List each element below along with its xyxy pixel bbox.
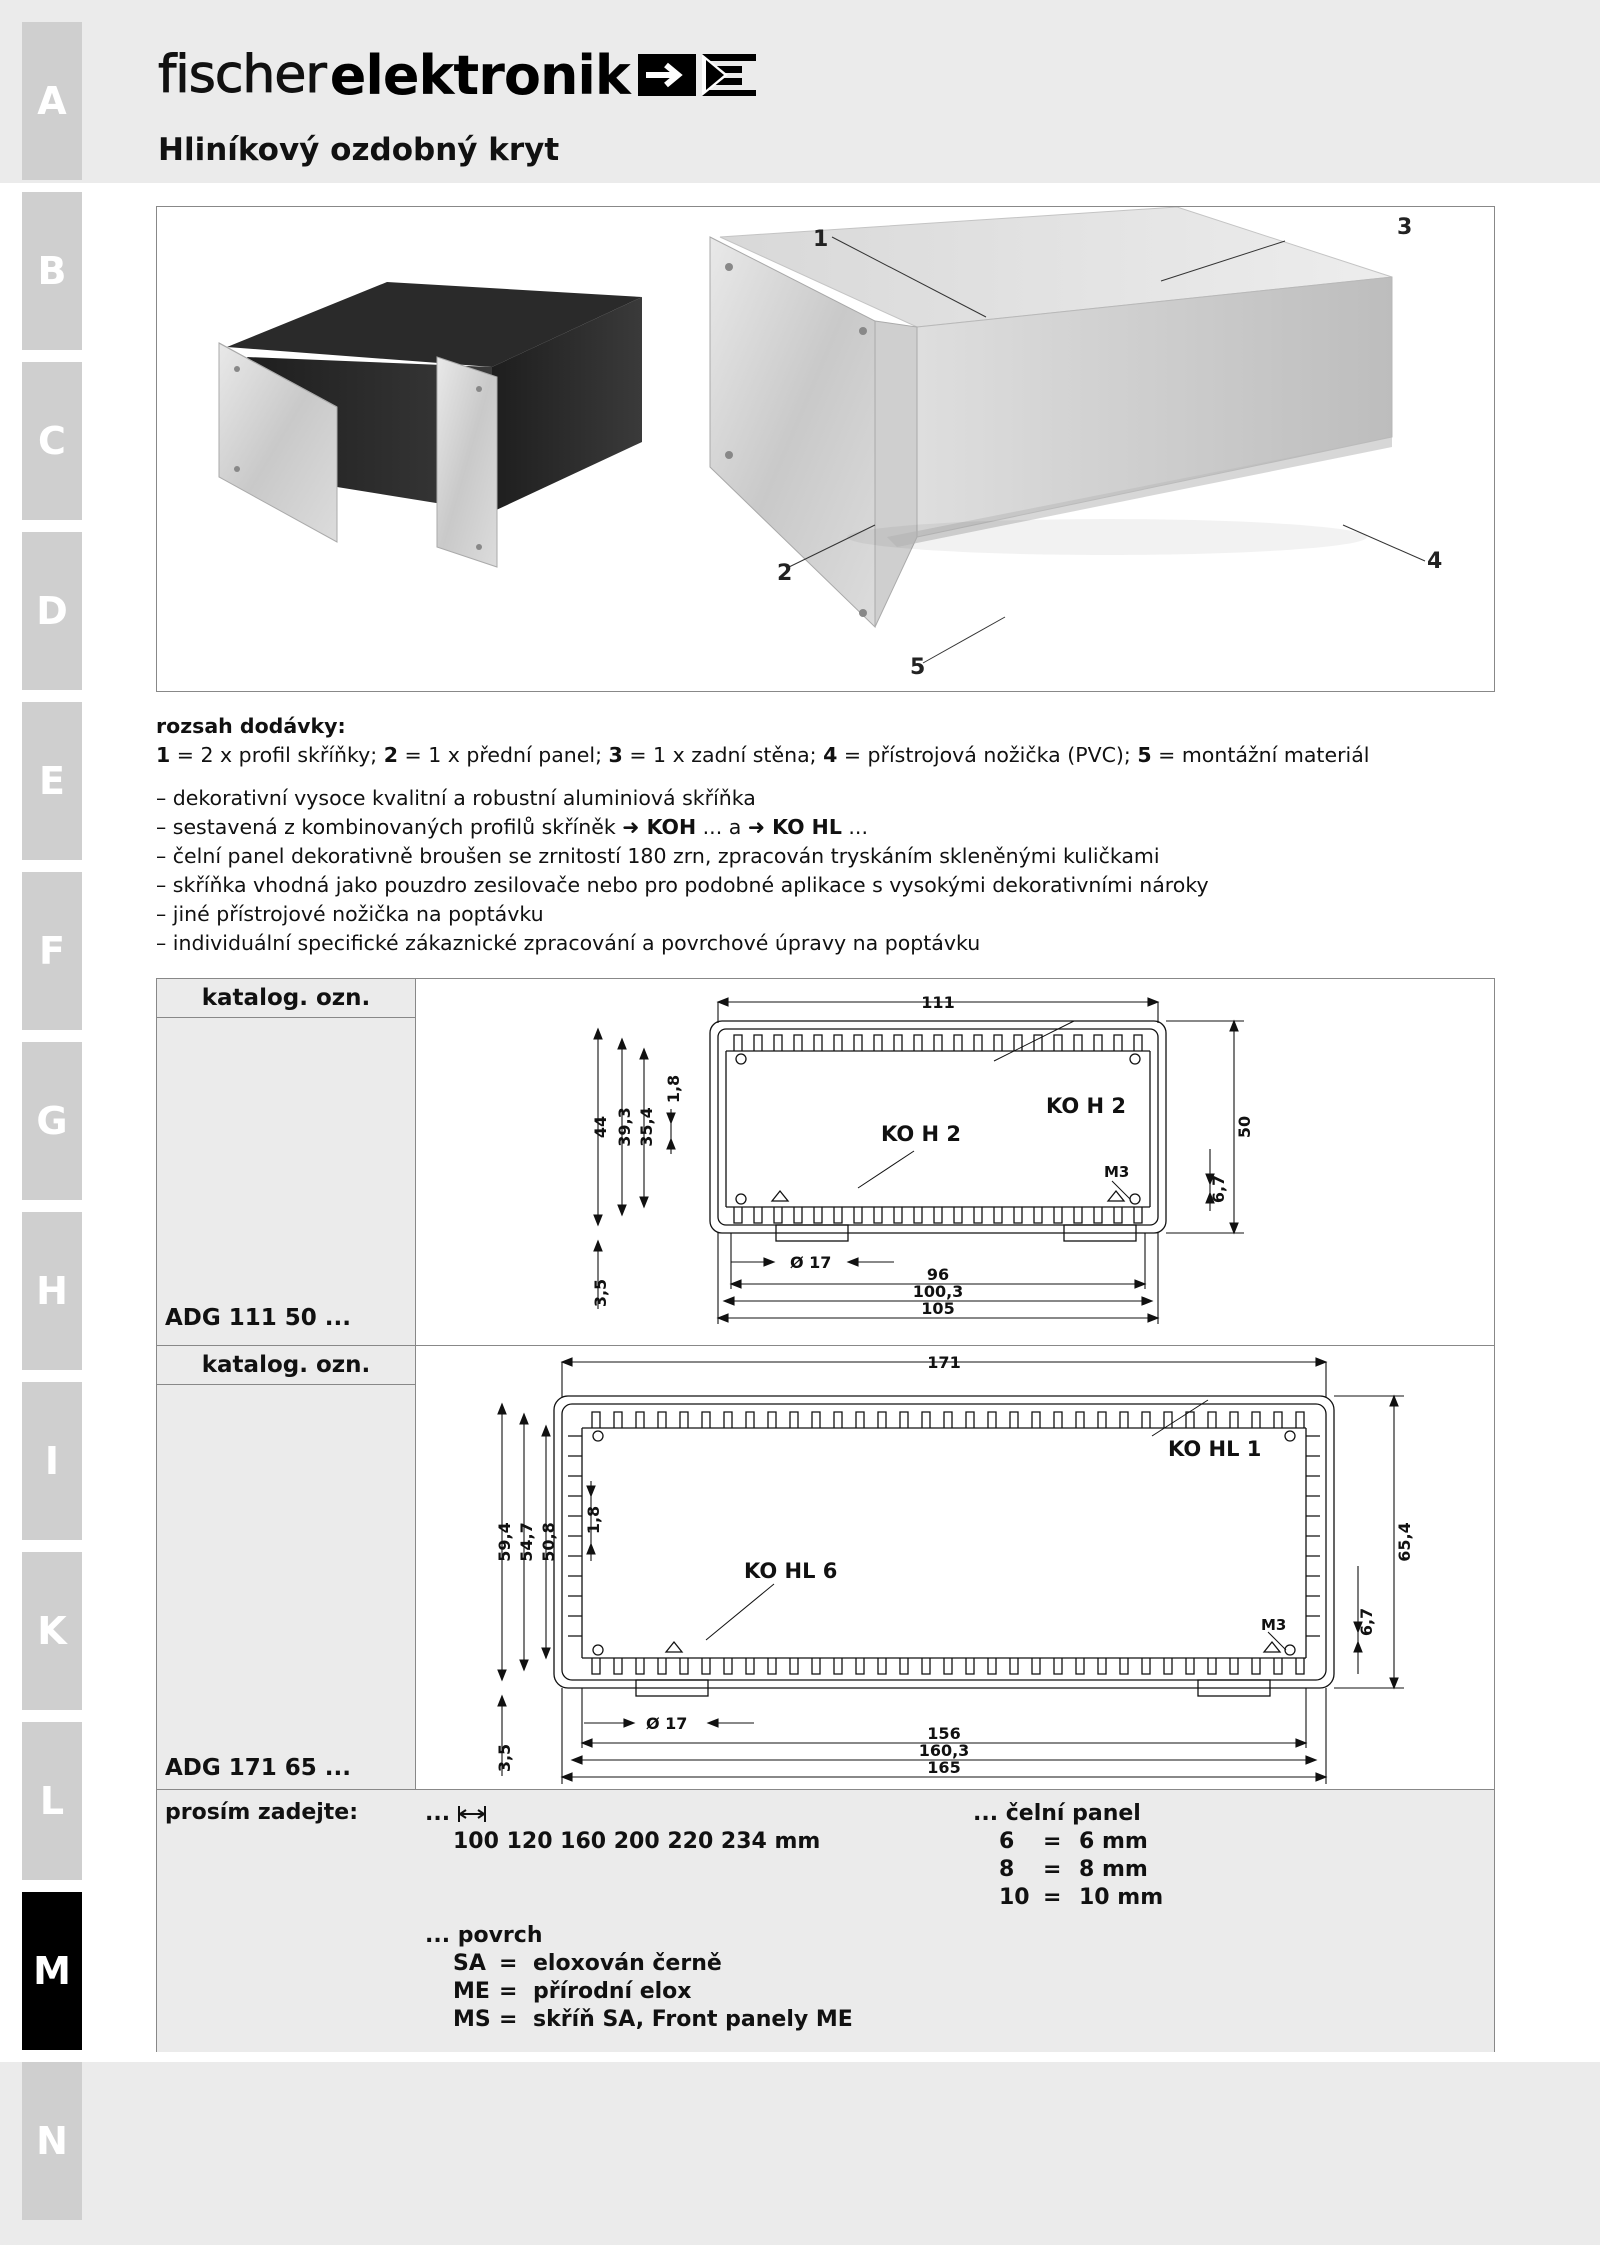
- dim-3-5: 3,5: [591, 1278, 610, 1308]
- dim-100-3: 100,3: [912, 1282, 964, 1301]
- surface-eq: =: [499, 1979, 518, 2004]
- tab-letter: B: [37, 249, 67, 293]
- surface-eq: =: [499, 1951, 518, 1976]
- section-tabs: [22, 0, 82, 2245]
- callout-1: 1: [813, 227, 829, 252]
- scope-list: [156, 741, 1496, 770]
- scope-heading: rozsah dodávky:: [156, 714, 346, 738]
- tab-letter: M: [33, 1949, 71, 1993]
- scope-num: 1: [156, 743, 171, 767]
- description: [156, 712, 1496, 958]
- tab-g[interactable]: [22, 1042, 82, 1200]
- panel-code: 6: [999, 1829, 1015, 1854]
- brand-name-fischer: fischer: [158, 45, 326, 105]
- callout-4: 4: [1427, 549, 1443, 574]
- dim-160-3: 160,3: [918, 1741, 970, 1760]
- product-photo: [156, 206, 1495, 692]
- dim-96: 96: [926, 1265, 950, 1284]
- panel-value: 10 mm: [1079, 1885, 1164, 1910]
- surface-code: MS: [453, 2007, 491, 2032]
- dim-dia-17: Ø 17: [646, 1714, 688, 1733]
- feature-item: – skříňka vhodná jako pouzdro zesilovače nebo pro podobné aplikace s vysokými dekorativními nároky: [156, 873, 1209, 897]
- profile-label-top: KO HL 1: [1168, 1437, 1262, 1461]
- feature-item: – jiné přístrojové nožička na poptávku: [156, 902, 544, 926]
- footer-band: [0, 2062, 1600, 2245]
- feature-text: ... a: [696, 815, 748, 839]
- order-label: prosím zadejte:: [165, 1800, 359, 1825]
- panel-list: [999, 1828, 1163, 1912]
- tab-m[interactable]: [22, 1892, 82, 2050]
- tab-l[interactable]: [22, 1722, 82, 1880]
- surface-eq: =: [499, 2007, 518, 2032]
- tab-d[interactable]: [22, 532, 82, 690]
- catalog-header-2: katalog. ozn.: [157, 1346, 415, 1385]
- drawing-adg-171-65: [416, 1346, 1494, 1789]
- scope-num: 5: [1137, 743, 1152, 767]
- surface-option: [425, 1922, 853, 2034]
- profile-label-bottom: KO HL 6: [744, 1559, 838, 1583]
- panel-value: 6 mm: [1079, 1829, 1148, 1854]
- dim-54-7: 54,7: [517, 1522, 536, 1562]
- tab-letter: G: [36, 1099, 68, 1143]
- length-option: [425, 1800, 820, 1856]
- dim-6-7: 6,7: [1209, 1174, 1228, 1204]
- tab-letter: A: [37, 79, 67, 123]
- scope-text: = 1 x přední panel;: [397, 743, 609, 767]
- tab-i[interactable]: [22, 1382, 82, 1540]
- length-values: 100 120 160 200 220 234 mm: [453, 1829, 821, 1854]
- panel-eq: =: [1043, 1857, 1062, 1882]
- dim-111: 111: [921, 993, 955, 1012]
- profile-label-bottom: KO H 2: [881, 1122, 961, 1146]
- tab-letter: I: [44, 1439, 60, 1483]
- dim-171: 171: [927, 1353, 961, 1372]
- panel-option: [973, 1800, 1163, 1912]
- tab-letter: D: [36, 589, 68, 633]
- tab-letter: N: [36, 2119, 68, 2163]
- scope-num: 3: [608, 743, 623, 767]
- length-title: [425, 1800, 820, 1828]
- tab-k[interactable]: [22, 1552, 82, 1710]
- enclosure-illustration: [157, 207, 1494, 691]
- tab-f[interactable]: [22, 872, 82, 1030]
- arrow-icon: ➜: [622, 815, 647, 839]
- tab-h[interactable]: [22, 1212, 82, 1370]
- tab-e[interactable]: [22, 702, 82, 860]
- feature-item: – dekorativní vysoce kvalitní a robustní aluminiová skříňka: [156, 786, 756, 810]
- panel-eq: =: [1043, 1829, 1062, 1854]
- tab-letter: F: [39, 929, 65, 973]
- page-title: Hliníkový ozdobný kryt: [158, 132, 560, 168]
- dim-50: 50: [1235, 1115, 1254, 1139]
- drawing-adg-111-50: [416, 979, 1494, 1345]
- catalog-header-1: katalog. ozn.: [157, 979, 415, 1018]
- tab-n[interactable]: [22, 2062, 82, 2220]
- profile-label-top: KO H 2: [1046, 1094, 1126, 1118]
- callout-3: 3: [1397, 215, 1413, 240]
- surface-code: ME: [453, 1979, 490, 2004]
- panel-value: 8 mm: [1079, 1857, 1148, 1882]
- screw-label: M3: [1261, 1616, 1287, 1634]
- tab-letter: H: [36, 1269, 68, 1313]
- tab-c[interactable]: [22, 362, 82, 520]
- surface-value: skříň SA, Front panely ME: [533, 2007, 853, 2032]
- dim-39-3: 39,3: [615, 1107, 634, 1147]
- screw-label: M3: [1104, 1163, 1130, 1181]
- part-number-2: ADG 171 65 ...: [165, 1755, 352, 1781]
- dim-1-8: 1,8: [664, 1074, 683, 1104]
- spec-table: [156, 978, 1495, 2052]
- scope-text: = přístrojová nožička (PVC);: [837, 743, 1138, 767]
- brand-arrow-icon: [638, 50, 756, 100]
- scope-num: 4: [823, 743, 838, 767]
- feature-text: ...: [841, 815, 868, 839]
- surface-value: eloxován černě: [533, 1951, 722, 1976]
- panel-title: ... čelní panel: [973, 1801, 1141, 1826]
- feature-list: [156, 784, 1496, 958]
- tab-a[interactable]: [22, 22, 82, 180]
- surface-value: přírodní elox: [533, 1979, 692, 2004]
- surface-code: SA: [453, 1951, 486, 1976]
- scope-text: = montážní materiál: [1151, 743, 1370, 767]
- dim-59-4: 59,4: [495, 1522, 514, 1562]
- surface-title: ... povrch: [425, 1923, 543, 1948]
- dim-6-7: 6,7: [1357, 1607, 1376, 1637]
- panel-code: 10: [999, 1885, 1030, 1910]
- tab-letter: E: [39, 759, 65, 803]
- tab-letter: L: [39, 1779, 65, 1823]
- dim-35-4: 35,4: [637, 1107, 656, 1147]
- panel-eq: =: [1043, 1885, 1062, 1910]
- dim-44: 44: [591, 1115, 610, 1139]
- dim-156: 156: [927, 1724, 961, 1743]
- scope-text: = 2 x profil skříňky;: [170, 743, 384, 767]
- feature-item: – čelní panel dekorativně broušen se zrnitostí 180 zrn, zpracován tryskáním skleněnými kuličkami: [156, 844, 1160, 868]
- callout-2: 2: [777, 561, 793, 586]
- feature-item: [156, 813, 1496, 842]
- kohl-ref: KO HL: [772, 815, 842, 839]
- arrow-icon: ➜: [747, 815, 773, 839]
- dim-65-4: 65,4: [1395, 1522, 1414, 1562]
- brand-name-elektronik: elektronik: [329, 43, 630, 107]
- dim-50-8: 50,8: [539, 1522, 558, 1562]
- tab-letter: K: [37, 1609, 67, 1653]
- dim-dia-17: Ø 17: [790, 1253, 832, 1272]
- dim-1-8: 1,8: [584, 1505, 603, 1535]
- dim-105: 105: [921, 1299, 955, 1318]
- tab-b[interactable]: [22, 192, 82, 350]
- scope-num: 2: [383, 743, 398, 767]
- part-number-1: ADG 111 50 ...: [165, 1305, 352, 1331]
- callout-5: 5: [910, 655, 926, 680]
- length-arrow-icon: [458, 1804, 486, 1824]
- length-prefix: ...: [425, 1801, 451, 1826]
- tab-letter: C: [38, 419, 66, 463]
- surface-list: [453, 1950, 853, 2034]
- panel-code: 8: [999, 1857, 1015, 1882]
- scope-text: = 1 x zadní stěna;: [622, 743, 824, 767]
- order-section: [157, 1789, 1494, 2052]
- brand-logo: [158, 40, 756, 110]
- dim-3-5: 3,5: [495, 1743, 514, 1773]
- feature-text: – sestavená z kombinovaných profilů skříněk: [156, 815, 623, 839]
- koh-ref: KOH: [646, 815, 697, 839]
- feature-item: – individuální specifické zákaznické zpracování a povrchové úpravy na poptávku: [156, 931, 981, 955]
- dim-165: 165: [927, 1758, 961, 1777]
